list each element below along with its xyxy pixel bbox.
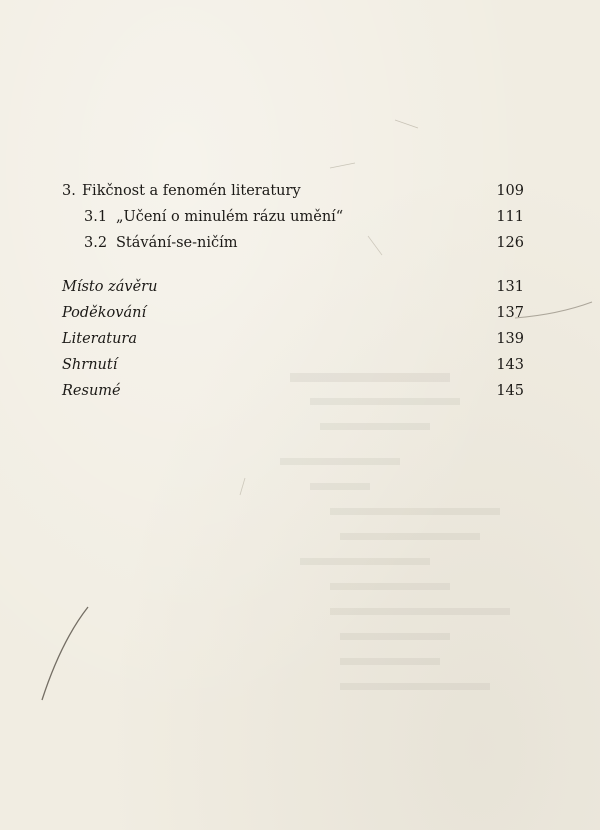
toc-spacer: [62, 256, 524, 274]
toc-entry-title: Shrnutí: [62, 357, 118, 373]
toc-entry-title: Stávání-se-ničím: [116, 235, 238, 251]
bleed-through-texture: [270, 365, 570, 708]
toc-entry-resume[interactable]: [62, 378, 524, 404]
toc-entry-page: 109: [496, 183, 524, 199]
toc-entry-page: 131: [496, 279, 524, 295]
toc-entry-page: 137: [496, 305, 524, 321]
toc-entry-title: Poděkování: [62, 305, 147, 321]
toc-entry-shrnuti[interactable]: [62, 352, 524, 378]
toc-entry-number: 3.: [62, 183, 76, 199]
table-of-contents: [62, 178, 524, 404]
toc-entry-section-3-2[interactable]: [62, 230, 524, 256]
toc-entry-page: 145: [496, 383, 524, 399]
toc-entry-title: Fikčnost a fenomén literatury: [82, 183, 301, 199]
toc-entry-number: 3.1: [84, 209, 108, 225]
toc-entry-title: Literatura: [62, 331, 137, 347]
toc-entry-title: Resumé: [62, 383, 121, 399]
toc-entry-page: 126: [496, 235, 524, 251]
toc-entry-literatura[interactable]: [62, 326, 524, 352]
toc-entry-section-3-1[interactable]: [62, 204, 524, 230]
toc-entry-page: 111: [496, 209, 524, 225]
toc-entry-page: 139: [496, 331, 524, 347]
toc-entry-podekovani[interactable]: [62, 300, 524, 326]
toc-entry-page: 143: [496, 357, 524, 373]
toc-entry-title: Místo závěru: [62, 279, 158, 295]
toc-entry-number: 3.2: [84, 235, 108, 251]
toc-entry-title: „Učení o minulém rázu umění“: [116, 209, 344, 225]
toc-entry-chapter-3[interactable]: [62, 178, 524, 204]
toc-entry-misto-zaveru[interactable]: [62, 274, 524, 300]
